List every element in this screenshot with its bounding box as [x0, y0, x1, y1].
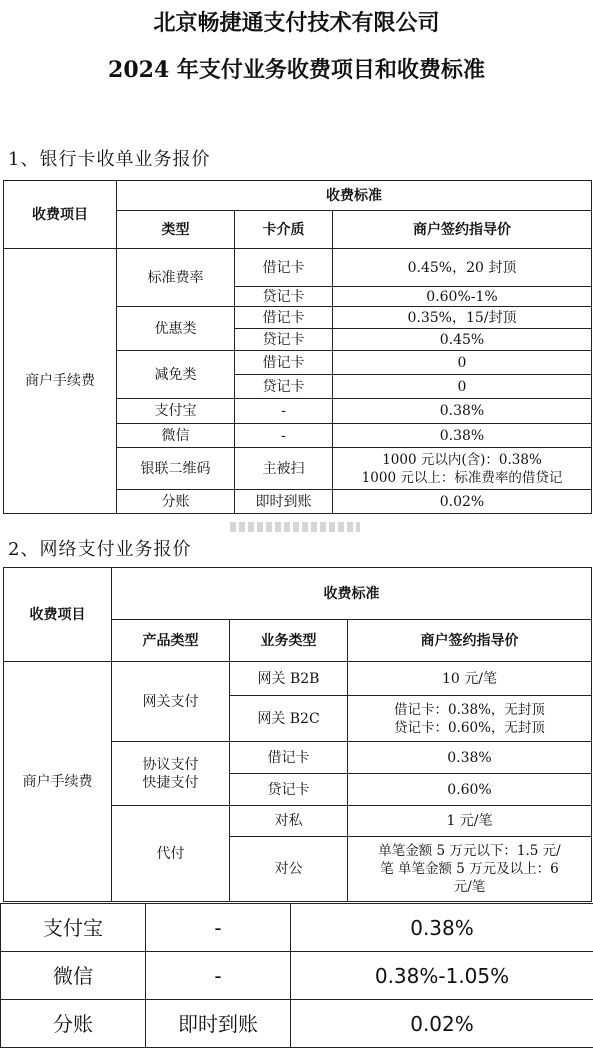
- row-group-merchant-fee: 商户手续费: [4, 249, 117, 514]
- cell-type: 优惠类: [117, 307, 235, 351]
- cell-price: 0.45%: [333, 329, 592, 351]
- cell-type: 支付宝: [117, 399, 235, 424]
- cell-price-public: [348, 837, 592, 902]
- cell-item: 分账: [1, 1000, 146, 1048]
- cell-type: 减免类: [117, 351, 235, 399]
- cell-protocol-payment: [112, 742, 230, 806]
- cell-type: 银联二维码: [117, 448, 235, 490]
- document-title-company: 北京畅捷通支付技术有限公司: [153, 10, 440, 36]
- bankcard-fee-table: [3, 180, 592, 514]
- cell-gateway-b2c: 网关 B2C: [230, 696, 348, 742]
- cell-type: 标准费率: [117, 249, 235, 307]
- cell-type: -: [146, 904, 291, 952]
- header-product-type: 产品类型: [112, 620, 230, 662]
- cell-type: 即时到账: [146, 1000, 291, 1048]
- cell-price: 10 元/笔: [348, 662, 592, 696]
- cell-price: 0.38%: [348, 742, 592, 774]
- cell-payroll: 代付: [112, 806, 230, 902]
- cell-medium: 借记卡: [235, 249, 333, 287]
- header-business-type: 业务类型: [230, 620, 348, 662]
- header-guide-price: 商户签约指导价: [333, 211, 592, 249]
- cell-price: 0.38%-1.05%: [291, 952, 593, 1000]
- cell-type: -: [146, 952, 291, 1000]
- section-heading-network-payment: 2、网络支付业务报价: [8, 539, 192, 560]
- price-line: 贷记卡：0.60%，无封顶: [394, 719, 545, 736]
- header-card-medium: 卡介质: [235, 211, 333, 249]
- cell-medium: -: [235, 424, 333, 448]
- cell-medium: 即时到账: [235, 490, 333, 514]
- cell-item: 微信: [1, 952, 146, 1000]
- cell-price: 0.02%: [333, 490, 592, 514]
- cell-price: 0: [333, 375, 592, 399]
- cell-type: 分账: [117, 490, 235, 514]
- cell-medium: 贷记卡: [235, 375, 333, 399]
- cell-price: 0.60%-1%: [333, 287, 592, 307]
- cell-medium: 贷记卡: [235, 287, 333, 307]
- watermark-strip: [230, 522, 360, 532]
- cell-price: 0.38%: [291, 904, 593, 952]
- product-line: 快捷支付: [142, 774, 199, 791]
- price-line: 单笔金额 5 万元以下：1.5 元/: [378, 843, 561, 859]
- header-type: 类型: [117, 211, 235, 249]
- price-line: 1000 元以上：标准费率的借贷记: [361, 469, 563, 486]
- cell-medium: 借记卡: [235, 351, 333, 375]
- document-title-subject: 2024 年支付业务收费项目和收费标准: [108, 57, 485, 83]
- header-fee-standard: 收费标准: [112, 568, 592, 620]
- cell-price: 0.02%: [291, 1000, 593, 1048]
- price-line: 笔 单笔金额 5 万元及以上：6: [380, 861, 559, 877]
- cell-price-b2c: [348, 696, 592, 742]
- cell-price: 0.38%: [333, 424, 592, 448]
- cell-credit-card: 贷记卡: [230, 774, 348, 806]
- cell-type: 微信: [117, 424, 235, 448]
- cell-price: 0.60%: [348, 774, 592, 806]
- cell-debit-card: 借记卡: [230, 742, 348, 774]
- cell-gateway-payment: 网关支付: [112, 662, 230, 742]
- price-line: 元/笔: [453, 879, 486, 895]
- cell-private: 对私: [230, 806, 348, 837]
- cell-medium: 主被扫: [235, 448, 333, 490]
- cell-price: 1 元/笔: [348, 806, 592, 837]
- cell-price: 0.38%: [333, 399, 592, 424]
- header-fee-standard: 收费标准: [117, 181, 592, 211]
- cell-price: 0.45%，20 封顶: [333, 249, 592, 287]
- network-payment-fee-table: [3, 567, 592, 902]
- header-fee-item: 收费项目: [4, 568, 112, 662]
- cell-medium: 贷记卡: [235, 329, 333, 351]
- row-group-merchant-fee: 商户手续费: [4, 662, 112, 902]
- cell-medium: 借记卡: [235, 307, 333, 329]
- cell-gateway-b2b: 网关 B2B: [230, 662, 348, 696]
- cell-price: 0: [333, 351, 592, 375]
- cell-price: 0.35%，15/封顶: [333, 307, 592, 329]
- price-line: 借记卡：0.38%，无封顶: [394, 701, 545, 718]
- cell-public: 对公: [230, 837, 348, 902]
- header-fee-item: 收费项目: [4, 181, 117, 249]
- cell-price-unionpay-qr: [333, 448, 592, 490]
- product-line: 协议支付: [142, 756, 199, 773]
- section-heading-bankcard: 1、银行卡收单业务报价: [8, 149, 211, 170]
- price-line: 1000 元以内(含)：0.38%: [382, 451, 542, 468]
- cell-medium: -: [235, 399, 333, 424]
- header-guide-price: 商户签约指导价: [348, 620, 592, 662]
- extra-fee-table: [0, 903, 593, 1048]
- cell-item: 支付宝: [1, 904, 146, 952]
